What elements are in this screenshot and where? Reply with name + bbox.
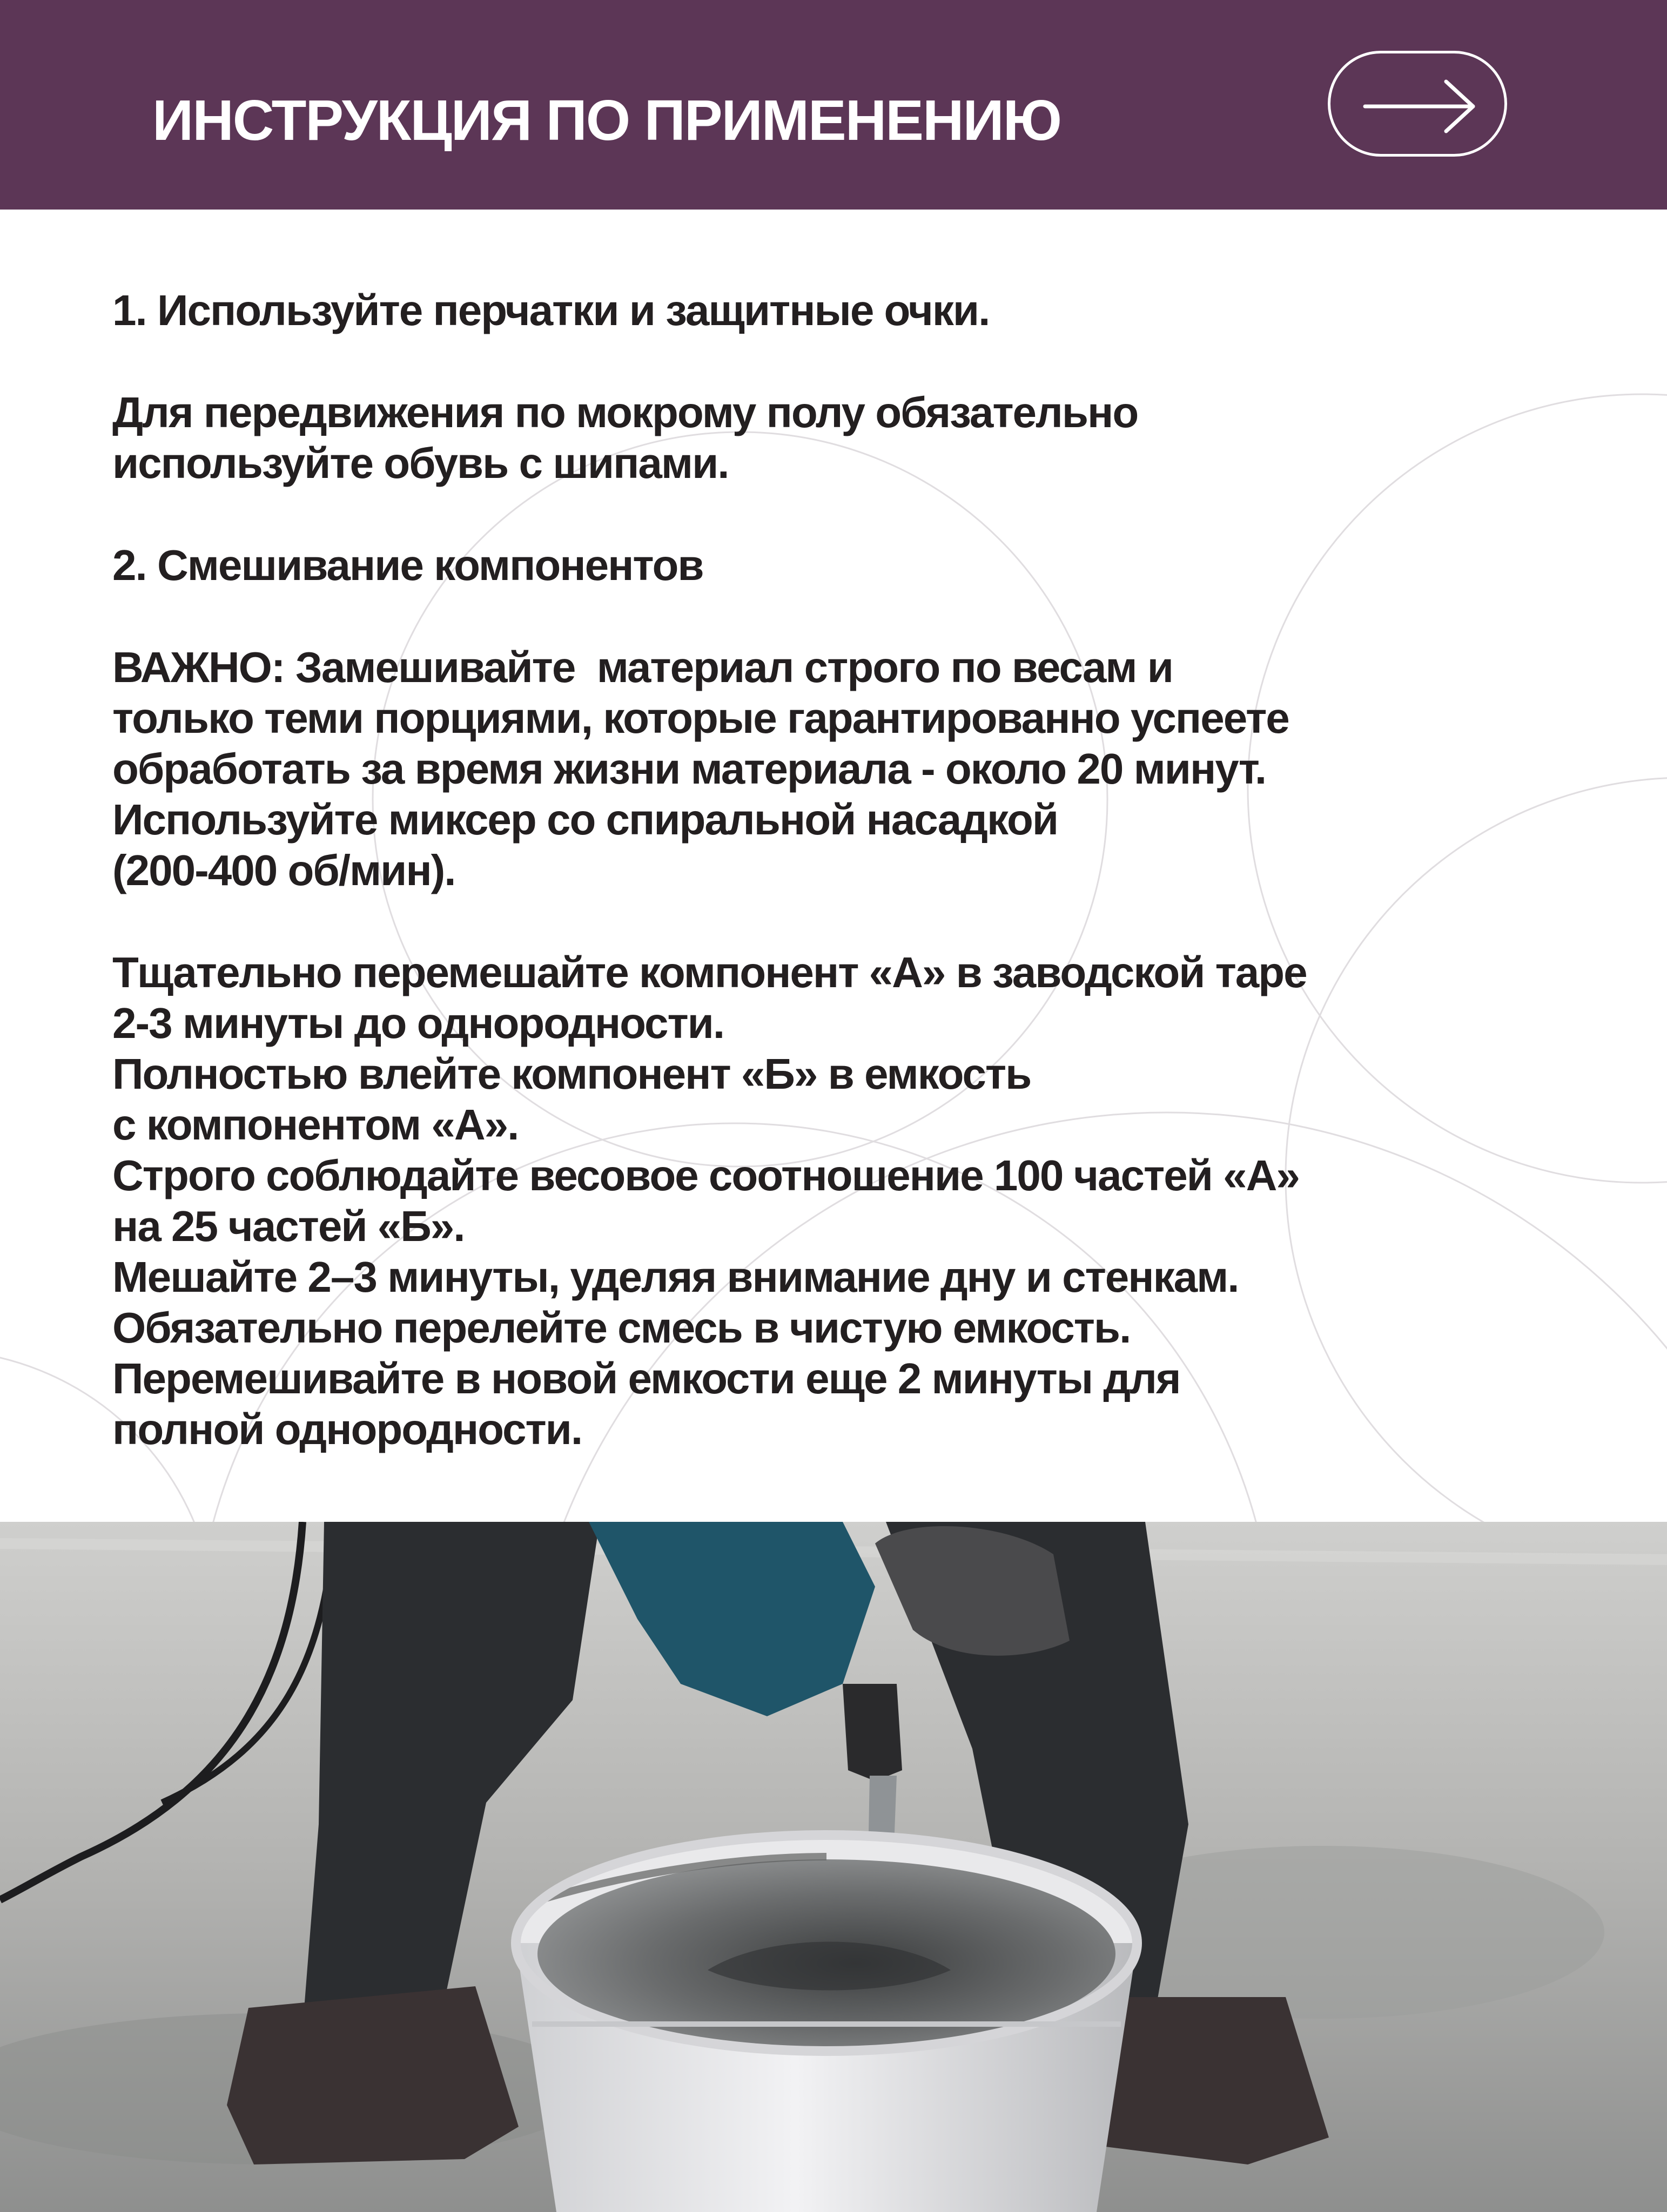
- instruction-line: полной однородности.: [112, 1405, 582, 1453]
- instructions-text: [112, 285, 1571, 1455]
- instruction-line: Тщательно перемешайте компонент «А» в заводской таре: [112, 948, 1307, 996]
- important-line: Используйте миксер со спиральной насадкой: [112, 795, 1058, 844]
- arrow-right-icon: [1362, 78, 1478, 134]
- step1-note-line: используйте обувь с шипами.: [112, 439, 729, 487]
- instruction-line: с компонентом «А».: [112, 1101, 519, 1149]
- instruction-line: Полностью влейте компонент «Б» в емкость: [112, 1050, 1031, 1098]
- next-button[interactable]: [1328, 51, 1507, 157]
- instruction-line: Строго соблюдайте весовое соотношение 100 частей «А»: [112, 1151, 1299, 1199]
- important-line: обработать за время жизни материала - около 20 минут.: [112, 745, 1266, 793]
- header-bar: [0, 0, 1667, 210]
- instruction-line: на 25 частей «Б».: [112, 1202, 465, 1250]
- step1-note-line: Для передвижения по мокрому полу обязательно: [112, 388, 1138, 436]
- important-line: ВАЖНО: Замешивайте материал строго по весам и: [112, 643, 1173, 691]
- instruction-line: Мешайте 2–3 минуты, уделяя внимание дну и стенкам.: [112, 1253, 1239, 1301]
- page-title: ИНСТРУКЦИЯ ПО ПРИМЕНЕНИЮ: [152, 89, 1061, 152]
- instruction-line: Перемешивайте в новой емкости еще 2 минуты для: [112, 1354, 1180, 1402]
- important-line: (200-400 об/мин).: [112, 846, 455, 894]
- step2-title: 2. Смешивание компонентов: [112, 541, 703, 589]
- instruction-line: Обязательно перелейте смесь в чистую емкость.: [112, 1304, 1131, 1352]
- instruction-line: 2-3 минуты до однородности.: [112, 999, 724, 1047]
- step1-title: 1. Используйте перчатки и защитные очки.: [112, 286, 990, 334]
- worker-mixing-bucket-photo: [0, 1522, 1667, 2212]
- important-line: только теми порциями, которые гарантированно успеете: [112, 694, 1289, 742]
